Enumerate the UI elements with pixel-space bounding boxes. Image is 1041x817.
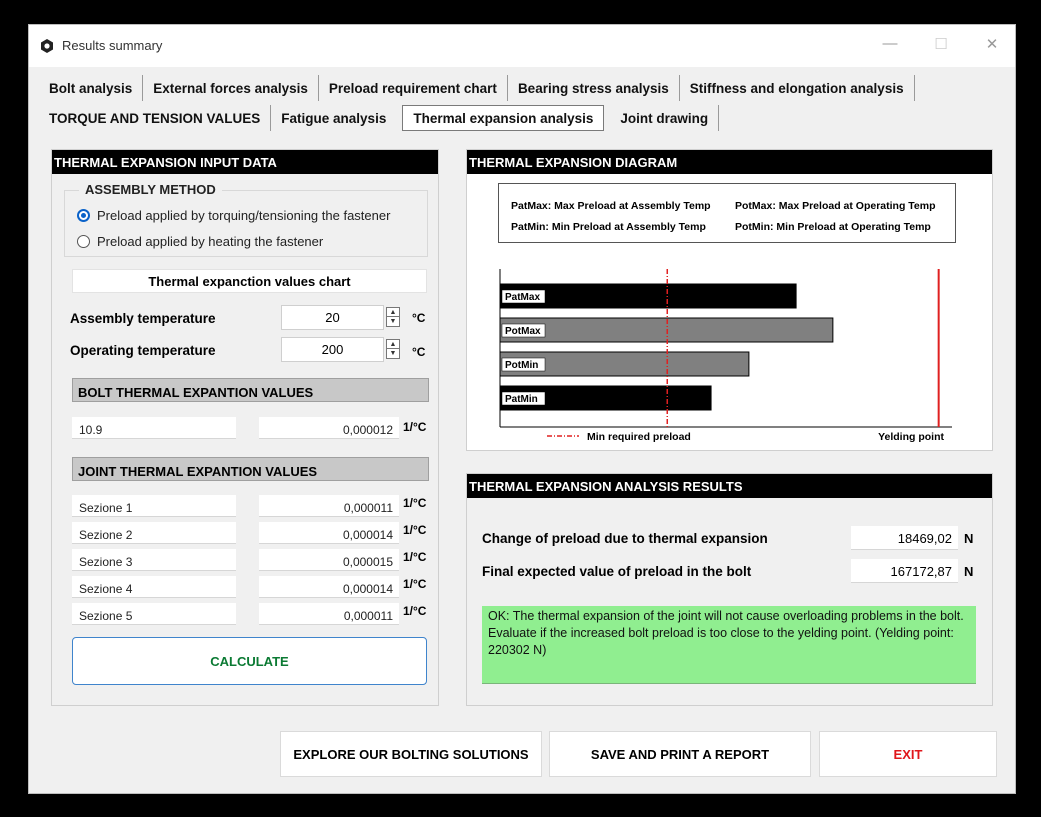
legend-patmax: PatMax: Max Preload at Assembly Temp <box>511 200 711 212</box>
spinner-down-icon[interactable]: ▼ <box>389 350 397 357</box>
radio-heating-indicator[interactable] <box>77 235 90 248</box>
exit-button[interactable]: EXIT <box>819 731 997 777</box>
input-panel-header: THERMAL EXPANSION INPUT DATA <box>52 150 438 174</box>
tab-stiffness[interactable]: Stiffness and elongation analysis <box>680 75 915 101</box>
radio-heating[interactable] <box>77 234 323 249</box>
assembly-temp-unit: °C <box>412 311 426 325</box>
preload-change-value: 18469,02 <box>851 526 958 550</box>
joint-section-value[interactable]: 0,000014 <box>259 576 399 598</box>
chart-bar-label: PatMin <box>505 394 538 405</box>
yield-point-label: Yelding point <box>878 431 944 443</box>
joint-section-unit: 1/°C <box>403 577 427 591</box>
result-message: OK: The thermal expansion of the joint will not cause overloading problems in the bolt. Evaluate if the increased bolt preload is too close to the yelding point. (Yelding point: 220302 N) <box>482 606 976 684</box>
operating-temp-unit: °C <box>412 345 426 359</box>
joint-section-unit: 1/°C <box>403 550 427 564</box>
title-bar <box>29 25 1015 67</box>
spinner-down-icon[interactable]: ▼ <box>389 318 397 325</box>
diagram-area <box>467 174 992 450</box>
assembly-method-title: ASSEMBLY METHOD <box>79 182 222 197</box>
diagram-panel-header: THERMAL EXPANSION DIAGRAM <box>467 150 992 174</box>
joint-section-name[interactable]: Sezione 4 <box>72 576 236 598</box>
results-window <box>28 24 1016 794</box>
app-icon <box>40 39 54 53</box>
spinner-up-icon[interactable]: ▲ <box>387 340 399 349</box>
operating-temp-label: Operating temperature <box>70 343 216 358</box>
results-panel-header: THERMAL EXPANSION ANALYSIS RESULTS <box>467 474 992 498</box>
tab-bearing-stress[interactable]: Bearing stress analysis <box>508 75 680 101</box>
joint-section-name[interactable]: Sezione 1 <box>72 495 236 517</box>
operating-temp-spinner[interactable] <box>386 339 400 359</box>
preload-chart <box>467 174 992 450</box>
assembly-temp-input[interactable]: 20 <box>281 305 384 330</box>
radio-torquing-label: Preload applied by torquing/tensioning the fastener <box>97 208 391 223</box>
joint-section-value[interactable]: 0,000015 <box>259 549 399 571</box>
minimize-button[interactable]: — <box>882 35 898 52</box>
tab-joint-drawing[interactable]: Joint drawing <box>610 105 719 131</box>
joint-expansion-header: JOINT THERMAL EXPANTION VALUES <box>72 457 429 481</box>
joint-section-name[interactable]: Sezione 2 <box>72 522 236 544</box>
window-title: Results summary <box>62 38 163 53</box>
input-panel <box>51 149 439 706</box>
operating-temp-input[interactable]: 200 <box>281 337 384 362</box>
preload-change-label: Change of preload due to thermal expansion <box>482 531 768 546</box>
legend-patmin: PatMin: Min Preload at Assembly Temp <box>511 221 706 233</box>
final-preload-value: 167172,87 <box>851 559 958 583</box>
tab-thermal-expansion[interactable]: Thermal expansion analysis <box>402 105 604 131</box>
spinner-up-icon[interactable]: ▲ <box>387 308 399 317</box>
radio-torquing[interactable] <box>77 208 390 223</box>
bolt-expansion-unit: 1/°C <box>403 420 427 434</box>
legend-potmin: PotMin: Min Preload at Operating Temp <box>735 221 931 233</box>
radio-heating-label: Preload applied by heating the fastener <box>97 234 324 249</box>
min-preload-label: Min required preload <box>587 431 691 443</box>
legend-potmax: PotMax: Max Preload at Operating Temp <box>735 200 936 212</box>
tab-fatigue[interactable]: Fatigue analysis <box>281 110 387 126</box>
thermal-values-chart-button[interactable]: Thermal expanction values chart <box>72 269 427 293</box>
joint-section-value[interactable]: 0,000011 <box>259 603 399 625</box>
tab-external-forces[interactable]: External forces analysis <box>143 75 319 101</box>
bolt-expansion-value[interactable]: 0,000012 <box>259 417 399 439</box>
bolt-grade-field[interactable]: 10.9 <box>72 417 236 439</box>
radio-torquing-indicator[interactable] <box>77 209 90 222</box>
bolt-expansion-header: BOLT THERMAL EXPANTION VALUES <box>72 378 429 402</box>
tabs-row-2 <box>43 105 719 131</box>
chart-bar-potmax <box>500 318 833 342</box>
tab-torque-tension[interactable]: TORQUE AND TENSION VALUES <box>43 105 271 131</box>
diagram-panel <box>466 149 993 451</box>
assembly-temp-label: Assembly temperature <box>70 311 216 326</box>
maximize-button[interactable]: ☐ <box>934 36 948 53</box>
final-preload-label: Final expected value of preload in the bolt <box>482 564 752 579</box>
tab-preload-chart[interactable]: Preload requirement chart <box>319 75 508 101</box>
assembly-temp-spinner[interactable] <box>386 307 400 327</box>
close-button[interactable]: ✕ <box>985 36 999 53</box>
explore-solutions-button[interactable]: EXPLORE OUR BOLTING SOLUTIONS <box>280 731 542 777</box>
chart-bar-label: PotMin <box>505 360 539 371</box>
tabs-row-1 <box>43 75 915 101</box>
assembly-method-group <box>64 182 428 257</box>
chart-bar-label: PatMax <box>505 292 541 303</box>
joint-section-unit: 1/°C <box>403 604 427 618</box>
tab-bolt-analysis[interactable]: Bolt analysis <box>43 75 143 101</box>
joint-section-value[interactable]: 0,000014 <box>259 522 399 544</box>
joint-section-unit: 1/°C <box>403 496 427 510</box>
calculate-button[interactable]: CALCULATE <box>72 637 427 685</box>
joint-section-name[interactable]: Sezione 3 <box>72 549 236 571</box>
joint-section-unit: 1/°C <box>403 523 427 537</box>
joint-section-value[interactable]: 0,000011 <box>259 495 399 517</box>
preload-change-unit: N <box>964 531 974 546</box>
results-panel <box>466 473 993 706</box>
joint-section-name[interactable]: Sezione 5 <box>72 603 236 625</box>
save-report-button[interactable]: SAVE AND PRINT A REPORT <box>549 731 811 777</box>
chart-bar-label: PotMax <box>505 326 541 337</box>
final-preload-unit: N <box>964 564 974 579</box>
